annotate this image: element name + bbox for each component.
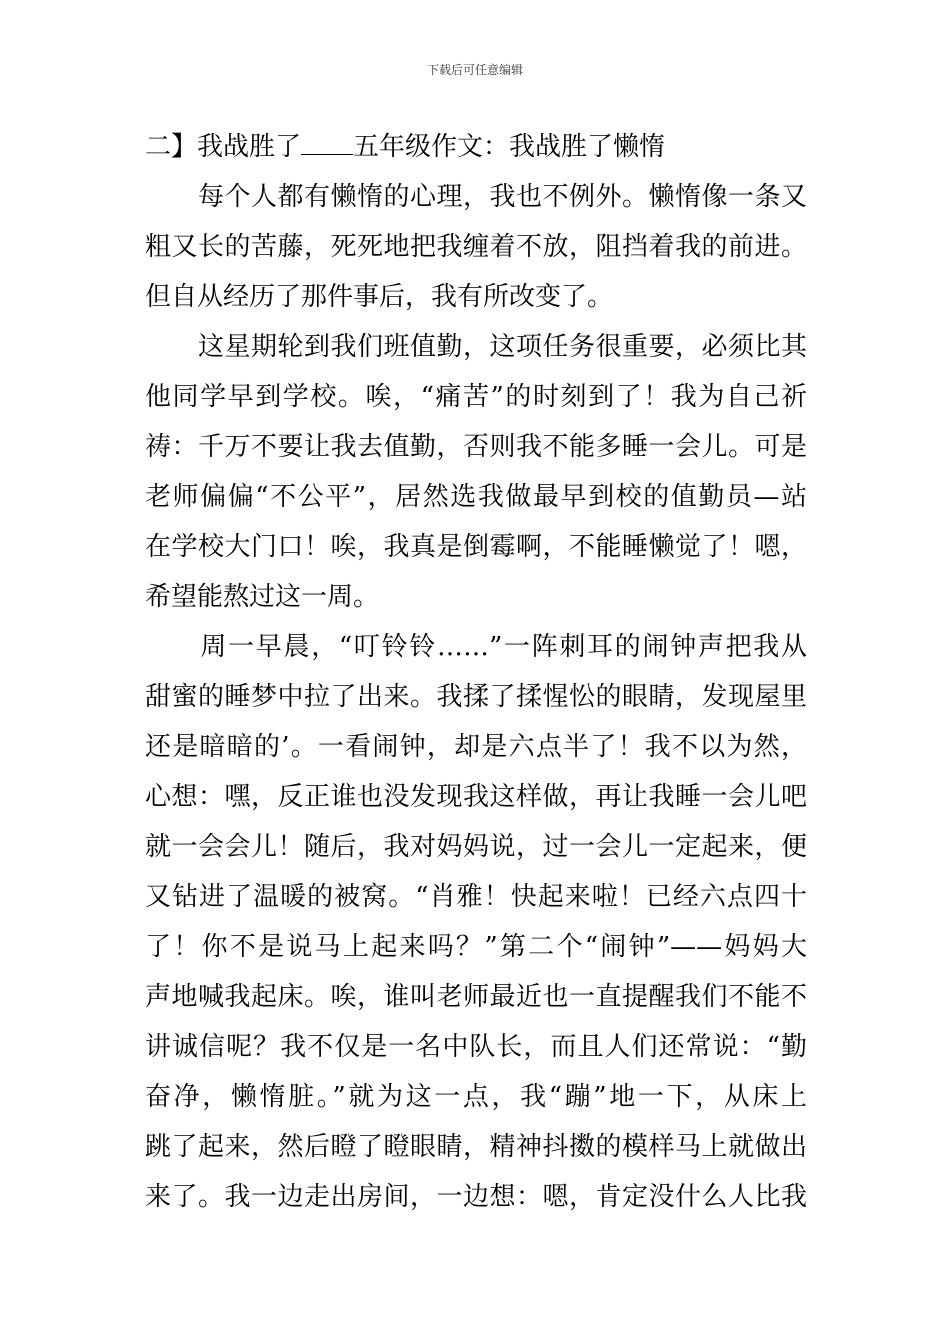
text-line: 每个人都有懒惰的心理，我也不例外。懒惰像一条又 — [145, 182, 807, 212]
text-line: 粗又长的苦藤，死死地把我缠着不放，阻挡着我的前进。 — [145, 232, 807, 262]
text-line: 就一会会儿！随后，我对妈妈说，过一会儿一定起来，便 — [145, 832, 807, 862]
text-line: 来了。我一边走出房间，一边想：嗯，肯定没什么人比我 — [145, 1182, 807, 1212]
text-line: 这星期轮到我们班值勤，这项任务很重要，必须比其 — [145, 332, 807, 362]
text-line: 老师偏偏“不公平”，居然选我做最早到校的值勤员—站 — [145, 482, 807, 512]
title-suffix: 五年级作文：我战胜了懒惰 — [353, 132, 666, 162]
page-header: 下载后可任意编辑 — [426, 63, 523, 77]
title-blank — [301, 134, 353, 155]
text-line: 还是暗暗的’。一看闹钟，却是六点半了！我不以为然， — [145, 732, 807, 762]
text-line: 了！你不是说马上起来吗？”第二个“闹钟”——妈妈大 — [145, 932, 807, 962]
text-lines — [145, 172, 807, 1222]
text-line: 甜蜜的睡梦中拉了出来。我揉了揉惺忪的眼睛，发现屋里 — [145, 682, 807, 712]
text-line: 心想：嘿，反正谁也没发现我这样做，再让我睡一会儿吧 — [145, 782, 807, 812]
document-body — [145, 122, 807, 1222]
text-line: 希望能熬过这一周。 — [145, 582, 380, 612]
text-line: 在学校大门口！唉，我真是倒霉啊，不能睡懒觉了！嗯， — [145, 532, 807, 562]
title-prefix: 二】我战胜了 — [145, 132, 302, 162]
text-line: 声地喊我起床。唉，谁叫老师最近也一直提醒我们不能不 — [145, 982, 807, 1012]
text-line: 讲诚信呢？我不仅是一名中队长，而且人们还常说：“勤 — [145, 1032, 807, 1062]
document-title — [145, 122, 807, 172]
text-line: 奋净，懒惰脏。”就为这一点，我“蹦”地一下，从床上 — [145, 1082, 807, 1112]
text-line: 又钻进了温暖的被窝。“肖雅！快起来啦！已经六点四十 — [145, 882, 807, 912]
text-line: 但自从经历了那件事后，我有所改变了。 — [145, 282, 614, 312]
text-line: 周一早晨，“叮铃铃……”一阵刺耳的闹钟声把我从 — [145, 632, 807, 662]
text-line: 跳了起来，然后瞪了瞪眼睛，精神抖擞的模样马上就做出 — [145, 1132, 807, 1162]
text-line: 祷：千万不要让我去值勤，否则我不能多睡一会儿。可是 — [145, 432, 807, 462]
text-line: 他同学早到学校。唉，“痛苦”的时刻到了！我为自己祈 — [145, 382, 807, 412]
